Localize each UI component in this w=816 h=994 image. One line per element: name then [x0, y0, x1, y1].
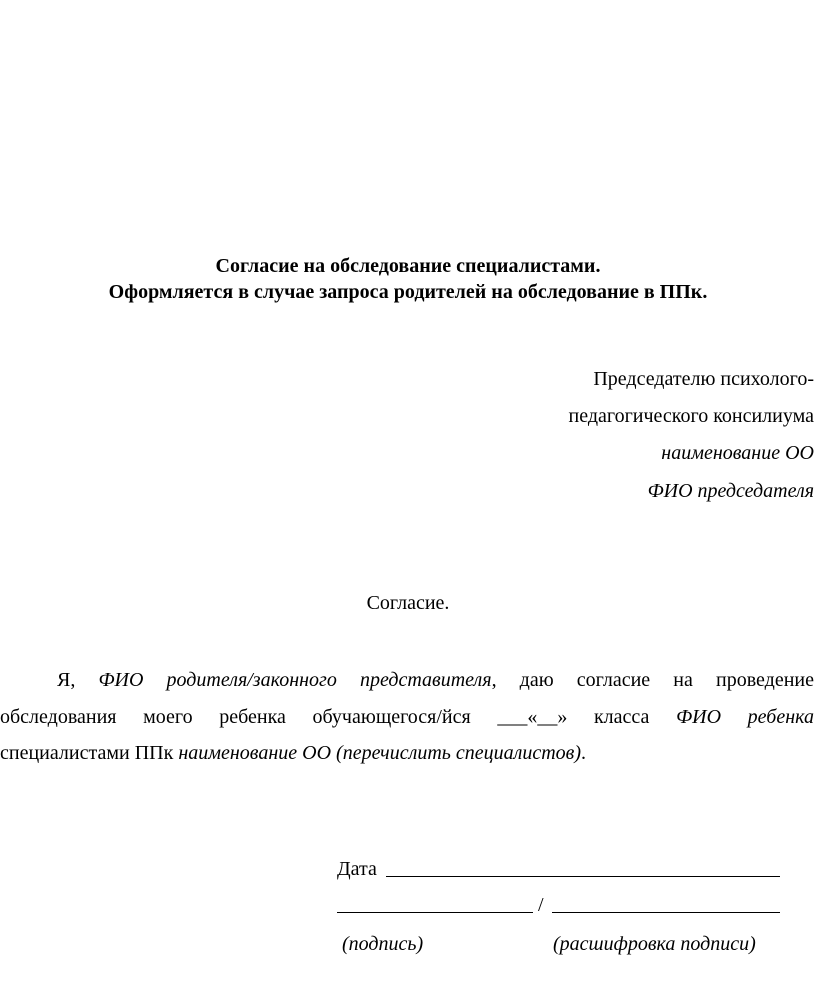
signature-caption: (подпись) [342, 933, 424, 955]
body-line-3-text: специалистами ППк [0, 742, 179, 764]
body-line-1-rest: , даю согласие на проведение [491, 669, 814, 691]
body-line-3 [0, 741, 814, 765]
addressee-org-name: наименование ОО [661, 442, 814, 464]
body-line-3-end: . [581, 742, 586, 764]
addressee-chair-name: ФИО председателя [647, 480, 814, 502]
org-specialists-field: наименование ОО (перечислить специалистов) [178, 742, 581, 764]
signature-decoding-caption: (расшифровка подписи) [553, 933, 756, 955]
signature-slash: / [538, 894, 544, 916]
body-line-1-start: Я, [57, 669, 99, 691]
body-line-2-text: обследования моего ребенка обучающегося/йся ___«__» класса [0, 706, 677, 728]
document-subtitle: Оформляется в случае запроса родителей на обследование в ППк. [108, 281, 708, 303]
signature-decoding-line [552, 912, 780, 913]
date-label: Дата [337, 858, 377, 880]
consent-heading: Согласие. [366, 592, 450, 614]
body-line-2 [0, 705, 814, 729]
date-line [386, 876, 780, 877]
signature-line [337, 912, 533, 913]
addressee-line-1: Председателю психолого- [593, 368, 814, 390]
document-title: Согласие на обследование специалистами. [215, 255, 601, 277]
addressee-line-2: педагогического консилиума [568, 405, 814, 427]
body-line-1 [0, 668, 814, 692]
parent-name-field: ФИО родителя/законного представителя [98, 669, 492, 691]
child-name-field: ФИО ребенка [676, 706, 814, 728]
